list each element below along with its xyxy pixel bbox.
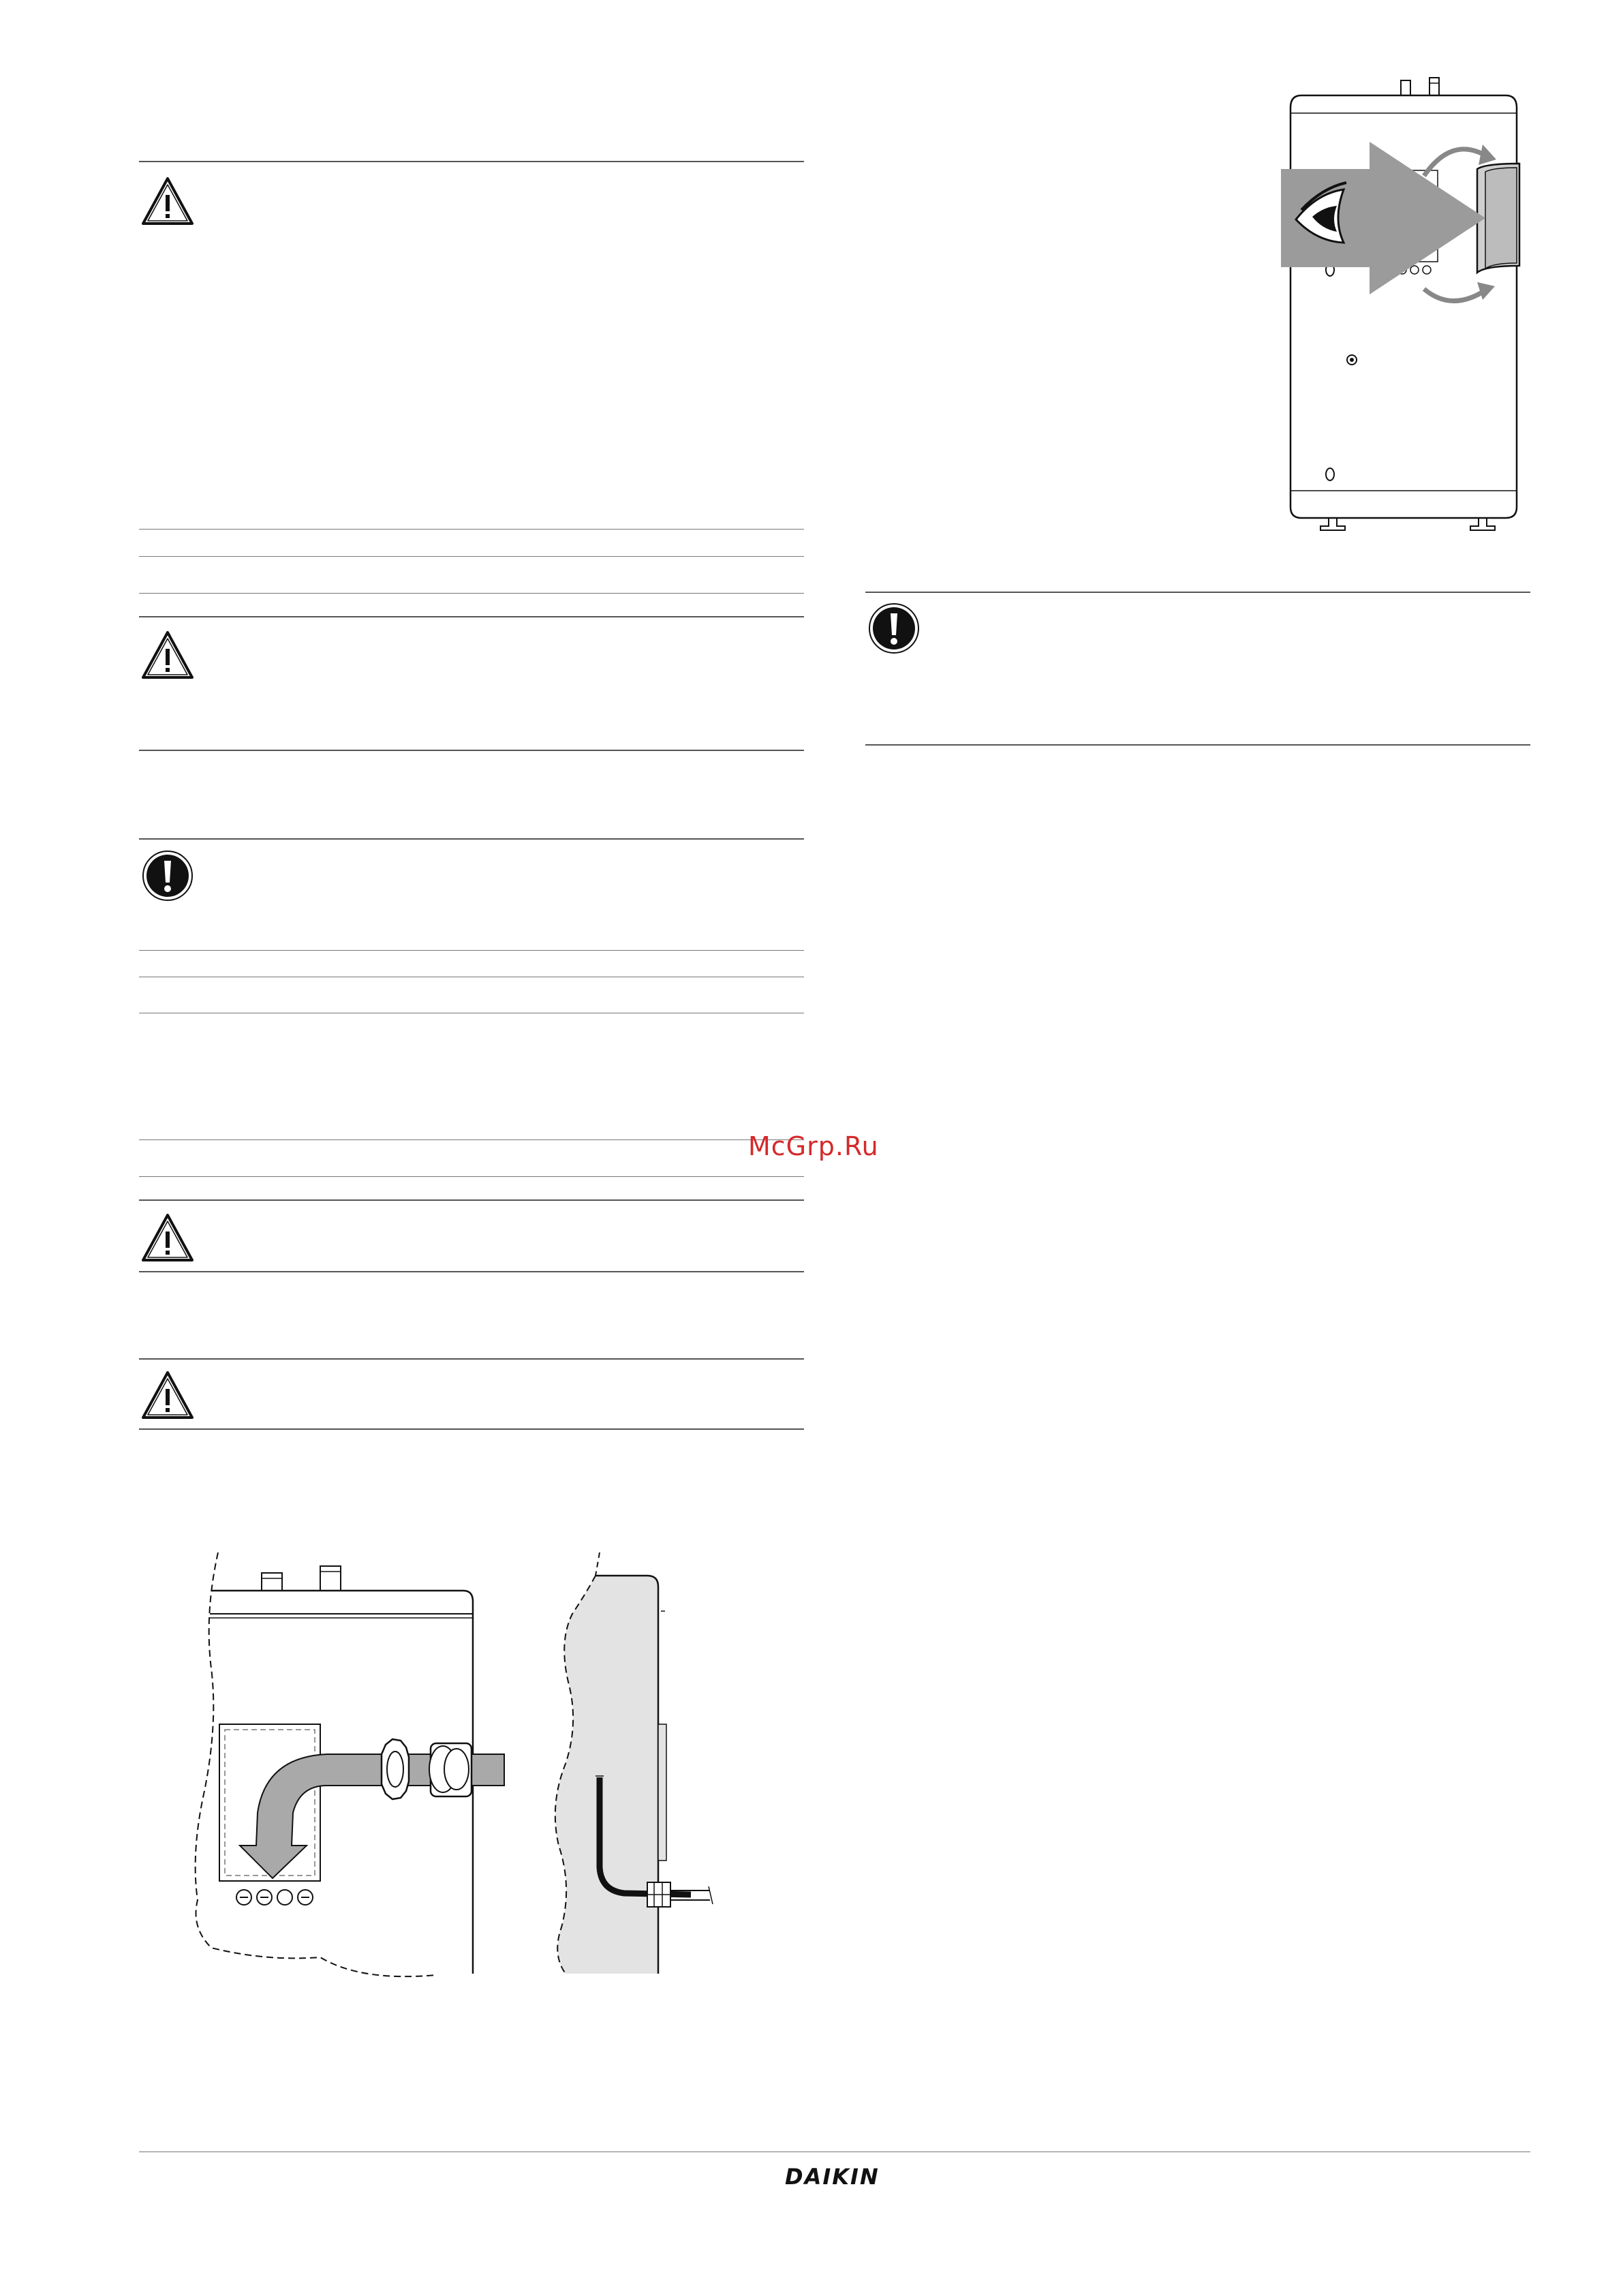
separator-rule-5 bbox=[139, 616, 804, 617]
warning-triangle-icon bbox=[140, 1368, 195, 1423]
separator-rule-14 bbox=[139, 1271, 804, 1272]
cable-entry-side-illustration bbox=[545, 1546, 736, 1989]
separator-rule-13 bbox=[139, 1199, 804, 1201]
brand-logo: DAIKIN bbox=[785, 2164, 880, 2190]
separator-rule-12 bbox=[139, 1176, 804, 1177]
tank-inspection-illustration bbox=[1281, 74, 1526, 537]
separator-rule-7 bbox=[139, 838, 804, 840]
separator-rule-11 bbox=[139, 1139, 804, 1140]
separator-rule-4 bbox=[139, 593, 804, 594]
warning-triangle-icon bbox=[140, 1211, 195, 1266]
separator-rule-1 bbox=[139, 161, 804, 162]
separator-rule-2 bbox=[139, 529, 804, 530]
exclamation-circle-icon bbox=[867, 601, 921, 656]
watermark-text: McGrp.Ru bbox=[748, 1131, 879, 1161]
separator-rule-6 bbox=[139, 750, 804, 751]
separator-rule-8 bbox=[139, 950, 804, 951]
separator-rule-right-1 bbox=[865, 592, 1530, 593]
separator-rule-15 bbox=[139, 1358, 804, 1360]
cable-entry-front-illustration bbox=[184, 1546, 525, 1989]
warning-triangle-icon bbox=[140, 174, 195, 229]
separator-rule-16 bbox=[139, 1428, 804, 1430]
separator-rule-3 bbox=[139, 556, 804, 557]
exclamation-circle-icon bbox=[140, 848, 195, 903]
separator-rule-right-2 bbox=[865, 744, 1530, 746]
warning-triangle-icon bbox=[140, 628, 195, 683]
